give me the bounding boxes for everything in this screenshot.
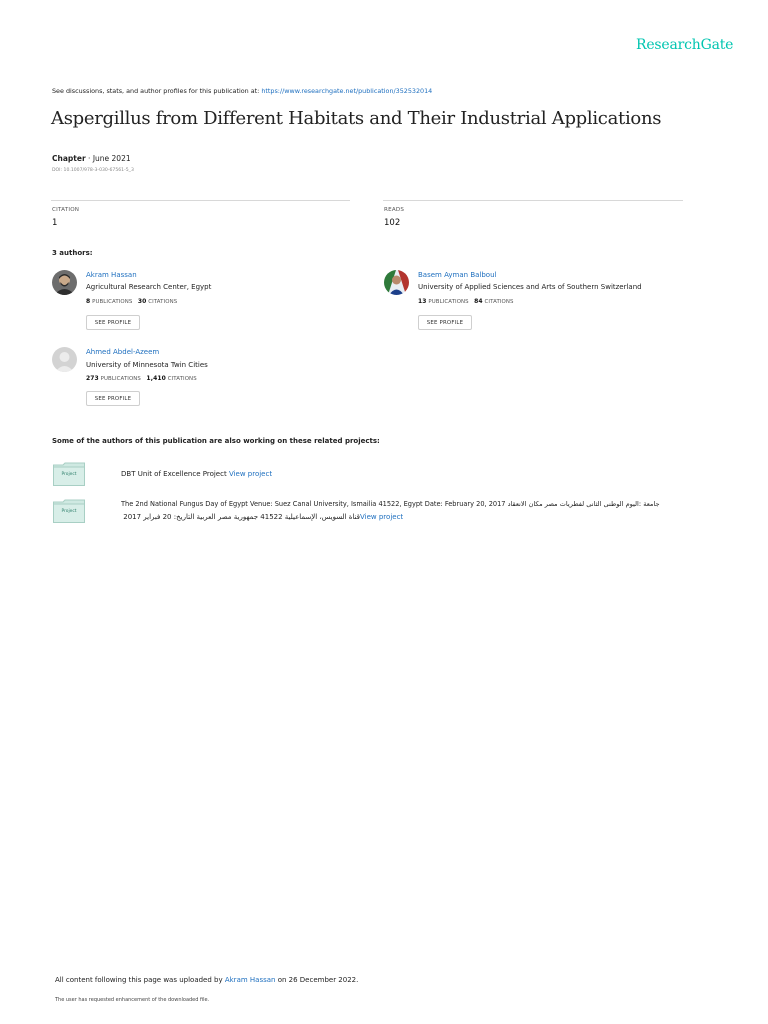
project-folder-icon	[53, 462, 85, 490]
publication-date: June 2021	[92, 154, 131, 163]
uploader-link[interactable]: Akram Hassan	[224, 976, 276, 984]
publication-type: Chapter	[52, 154, 86, 163]
citation-label: CITATION	[52, 207, 80, 213]
citations-label: CITATIONS	[484, 299, 514, 305]
author-stats	[86, 298, 177, 305]
view-project-link[interactable]: View project	[360, 513, 404, 521]
avatar[interactable]	[384, 270, 409, 295]
author-photo-icon	[384, 270, 409, 295]
author-stats	[418, 298, 514, 305]
author-stats	[86, 375, 197, 382]
doi: DOI: 10.1007/978-3-030-67561-5_3	[52, 168, 134, 173]
project-icon-label: Project	[61, 509, 77, 514]
project-title: DBT Unit of Excellence Project	[121, 470, 229, 478]
avatar[interactable]	[52, 347, 77, 372]
view-project-link[interactable]: View project	[228, 470, 273, 478]
publication-url-link[interactable]: https://www.researchgate.net/publication/352532014	[261, 87, 433, 95]
citations-label: CITATIONS	[148, 299, 178, 305]
author-affiliation: Agricultural Research Center, Egypt	[86, 283, 212, 291]
author-affiliation: University of Applied Sciences and Arts of Southern Switzerland	[418, 283, 642, 291]
project-item	[121, 498, 731, 524]
citations-count: 1,410	[146, 375, 166, 382]
publication-title: Aspergillus from Different Habitats and Their Industrial Applications	[51, 108, 662, 129]
upload-prefix: All content following this page was uploaded by	[55, 976, 225, 984]
citations-label: CITATIONS	[167, 376, 197, 382]
see-profile-button[interactable]: SEE PROFILE	[86, 315, 140, 330]
divider	[51, 200, 350, 201]
publication-type-date	[52, 154, 131, 163]
related-projects-heading: Some of the authors of this publication are also working on these related projects:	[52, 437, 380, 445]
publications-count: 8	[86, 298, 91, 305]
publications-label: PUBLICATIONS	[92, 299, 133, 305]
project-title-line	[121, 511, 731, 524]
project-folder-icon	[53, 499, 85, 527]
discussion-prefix: See discussions, stats, and author profiles for this publication at:	[52, 87, 262, 95]
author-name-link[interactable]: Akram Hassan	[86, 271, 137, 279]
citations-count: 84	[474, 298, 483, 305]
see-profile-button[interactable]: SEE PROFILE	[418, 315, 472, 330]
publications-label: PUBLICATIONS	[428, 299, 469, 305]
citations-count: 30	[137, 298, 147, 305]
author-affiliation: University of Minnesota Twin Cities	[86, 361, 208, 369]
author-name-link[interactable]: Basem Ayman Balboul	[418, 271, 497, 279]
publications-count: 13	[418, 298, 427, 305]
discussion-line	[52, 87, 432, 95]
author-name-link[interactable]: Ahmed Abdel-Azeem	[86, 348, 160, 356]
authors-heading: 3 authors:	[52, 249, 93, 257]
publications-count: 273	[86, 375, 99, 382]
researchgate-logo[interactable]: ResearchGate	[636, 37, 734, 53]
see-profile-button[interactable]: SEE PROFILE	[86, 391, 140, 406]
reads-label: READS	[384, 207, 405, 213]
project-icon-label: Project	[61, 472, 77, 477]
project-title-line: The 2nd National Fungus Day of Egypt Venue: Suez Canal University, Ismailia 41522, Egypt Date: February 20, 2017 جامعة :اليوم الوطنى الثانى لفطريات مصر مكان الانعقاد	[121, 500, 660, 508]
publications-label: PUBLICATIONS	[100, 376, 141, 382]
project-title-arabic: قناة السويس، الإسماعيلية 41522 جمهورية مصر العربية التاريخ: 20 فبراير 2017	[121, 513, 361, 521]
upload-suffix: on 26 December 2022.	[275, 976, 359, 984]
enhancement-note: The user has requested enhancement of the downloaded file.	[55, 997, 210, 1003]
default-avatar-icon	[52, 347, 77, 372]
project-item	[121, 468, 272, 481]
divider	[383, 200, 683, 201]
upload-note	[55, 976, 358, 984]
author-photo-icon	[52, 270, 77, 295]
separator: ·	[85, 154, 93, 163]
reads-value: 102	[384, 218, 401, 228]
avatar[interactable]	[52, 270, 77, 295]
citation-value: 1	[52, 218, 58, 228]
